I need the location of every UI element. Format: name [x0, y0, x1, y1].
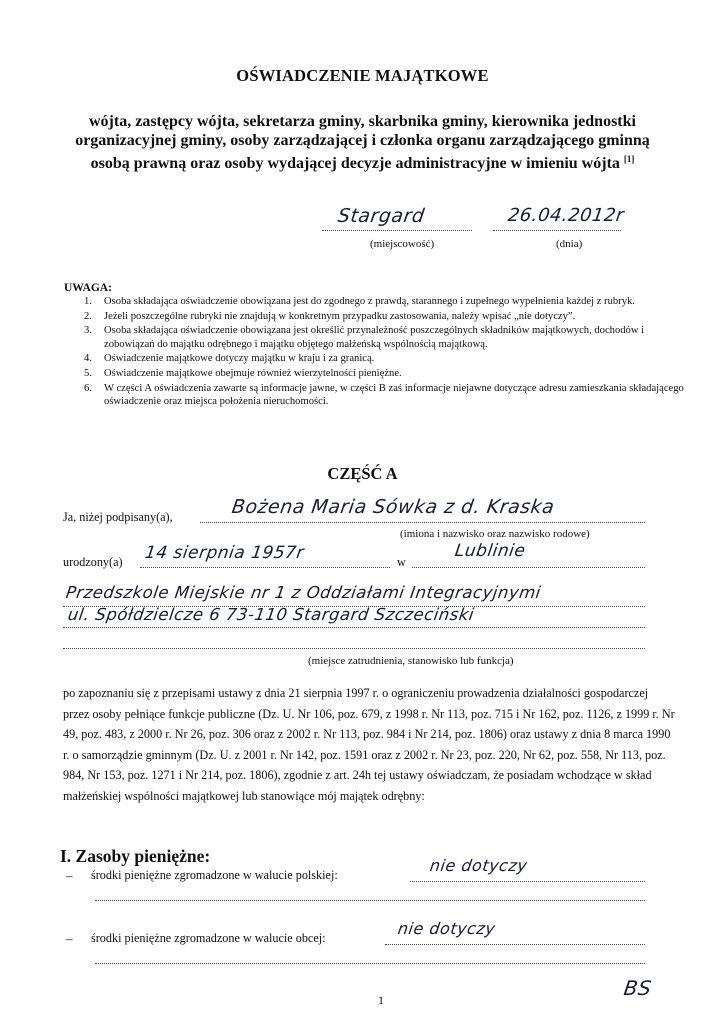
note-text: Osoba składająca oświadczenie obowiązana jest określić przynależność poszczególnych składników majątkowych, dochodów i zobowiązań do majątku odrębnego i majątku objętego małżeńską wspólnością majątkową. [104, 325, 645, 350]
page-title: OŚWIADCZENIE MAJĄTKOWE [236, 66, 489, 85]
pln-line [410, 881, 645, 882]
signed-line [200, 522, 645, 523]
pln-value: nie dotyczy [428, 856, 529, 875]
employment-value-2: ul. Spółdzielcze 6 73-110 Stargard Szczeciński [66, 605, 476, 624]
born-date-value: 14 sierpnia 1957r [143, 543, 306, 563]
signed-label: Ja, niżej podpisany(a), [63, 510, 173, 524]
declaration-text: po zapoznaniu się z przepisami ustawy z dnia 21 sierpnia 1997 r. o ograniczeniu prowadzenia działalności gospodarczej przez osoby pełniące funkcje publiczne (Dz. U. Nr 106, poz. 679, z 1998 r. Nr 113, poz. 715 i Nr 162, poz. 1126, z 1999 r. Nr 49, poz. 483, z 2000 r. Nr 26, poz. 306 oraz z 2002 r. Nr 113, poz. 984 i Nr 214, poz. 1806) oraz ustawy z dnia 8 marca 1990 r. o samorządzie gminnym (Dz. U. z 2001 r. Nr 142, poz. 1591 oraz z 2002 r. Nr 23, poz. 220, Nr 62, poz. 558, Nr 113, poz. 984, Nr 153, poz. 1271 i Nr 214, poz. 1806), zgodnie z art. 24h tej ustawy oświadczam, że posiadam wchodzące w skład małżeńskiej wspólności majątkowej lub stanowiące mój majątek odrębny: [63, 686, 675, 803]
born-date-line [140, 567, 390, 568]
note-item [84, 310, 684, 323]
note-number: 2. [84, 310, 92, 322]
dash-marker: – [66, 931, 73, 946]
note-number: 3. [84, 325, 92, 337]
date-caption: (dnia) [556, 238, 583, 250]
note-item [84, 367, 684, 380]
date-line [493, 230, 621, 231]
pln-label: środki pieniężne zgromadzone w walucie polskiej: [91, 868, 338, 882]
subtitle-text: wójta, zastępcy wójta, sekretarza gminy, skarbnika gminy, kierownika jednostki organizacyjnej gminy, osoby zarządzającej i członka organu zarządzającego gminną osobą prawną oraz osoby wydającej decyzje administracyjne w imieniu wójta [75, 113, 650, 172]
foreign-label: środki pieniężne zgromadzone w walucie obcej: [91, 931, 326, 945]
employment-value-1: Przedszkole Miejskie nr 1 z Oddziałami Integracyjnymi [64, 583, 543, 602]
employment-caption: (miejsce zatrudnienia, stanowisko lub funkcja) [308, 655, 514, 667]
pln-line-2 [95, 900, 645, 901]
notes-heading: UWAGA: [64, 282, 112, 294]
part-a-heading: CZĘŚĆ A [327, 464, 398, 483]
dash-marker: – [66, 868, 73, 883]
page-number: 1 [378, 993, 384, 1007]
foreign-value: nie dotyczy [396, 919, 497, 938]
foreign-line [385, 944, 645, 945]
place-value: Stargard [336, 205, 427, 227]
born-place-value: Lublinie [453, 541, 527, 561]
born-label: urodzony(a) [63, 555, 123, 569]
place-caption: (miejscowość) [370, 238, 435, 250]
note-number: 5. [84, 368, 92, 380]
subtitle-footnote: [1] [623, 154, 635, 164]
note-text: Jeżeli poszczególne rubryki nie znajdują w konkretnym przypadku zastosowania, należy wpisać „nie dotyczy”. [104, 310, 576, 322]
employment-line-3 [63, 648, 645, 649]
note-text: Osoba składająca oświadczenie obowiązana jest do zgodnego z prawdą, starannego i zupełnego wypełnienia każdej z rubryk. [104, 296, 635, 307]
note-text: W części A oświadczenia zawarte są informacje jawne, w części B zaś informacje niejawne dotyczące adresu zamieszkania składającego oświadczenie oraz miejsca położenia nieruchomości. [104, 382, 684, 407]
date-value: 26.04.2012r [506, 205, 626, 226]
employment-line-2 [63, 627, 645, 628]
note-number: 4. [84, 353, 92, 365]
note-text: Oświadczenie majątkowe obejmuje również wierzytelności pieniężne. [104, 368, 402, 380]
note-number: 6. [84, 382, 92, 394]
place-line [322, 230, 472, 231]
names-caption: (imiona i nazwisko oraz nazwisko rodowe) [400, 528, 590, 540]
note-item [84, 295, 684, 308]
document-subtitle [60, 112, 665, 173]
section-heading: I. Zasoby pieniężne: [60, 846, 211, 866]
initials-mark: BS [622, 976, 654, 1000]
foreign-line-2 [95, 963, 645, 964]
note-number: 1. [84, 296, 92, 307]
note-item [84, 382, 684, 408]
note-item [84, 324, 684, 350]
note-text: Oświadczenie majątkowe dotyczy majątku w kraju i za granicą. [104, 353, 375, 365]
born-place-line [412, 567, 645, 568]
note-item [84, 352, 684, 365]
born-in-label: w [397, 555, 406, 569]
signed-value: Bożena Maria Sówka z d. Kraska [230, 496, 556, 518]
notes-list [84, 295, 684, 410]
